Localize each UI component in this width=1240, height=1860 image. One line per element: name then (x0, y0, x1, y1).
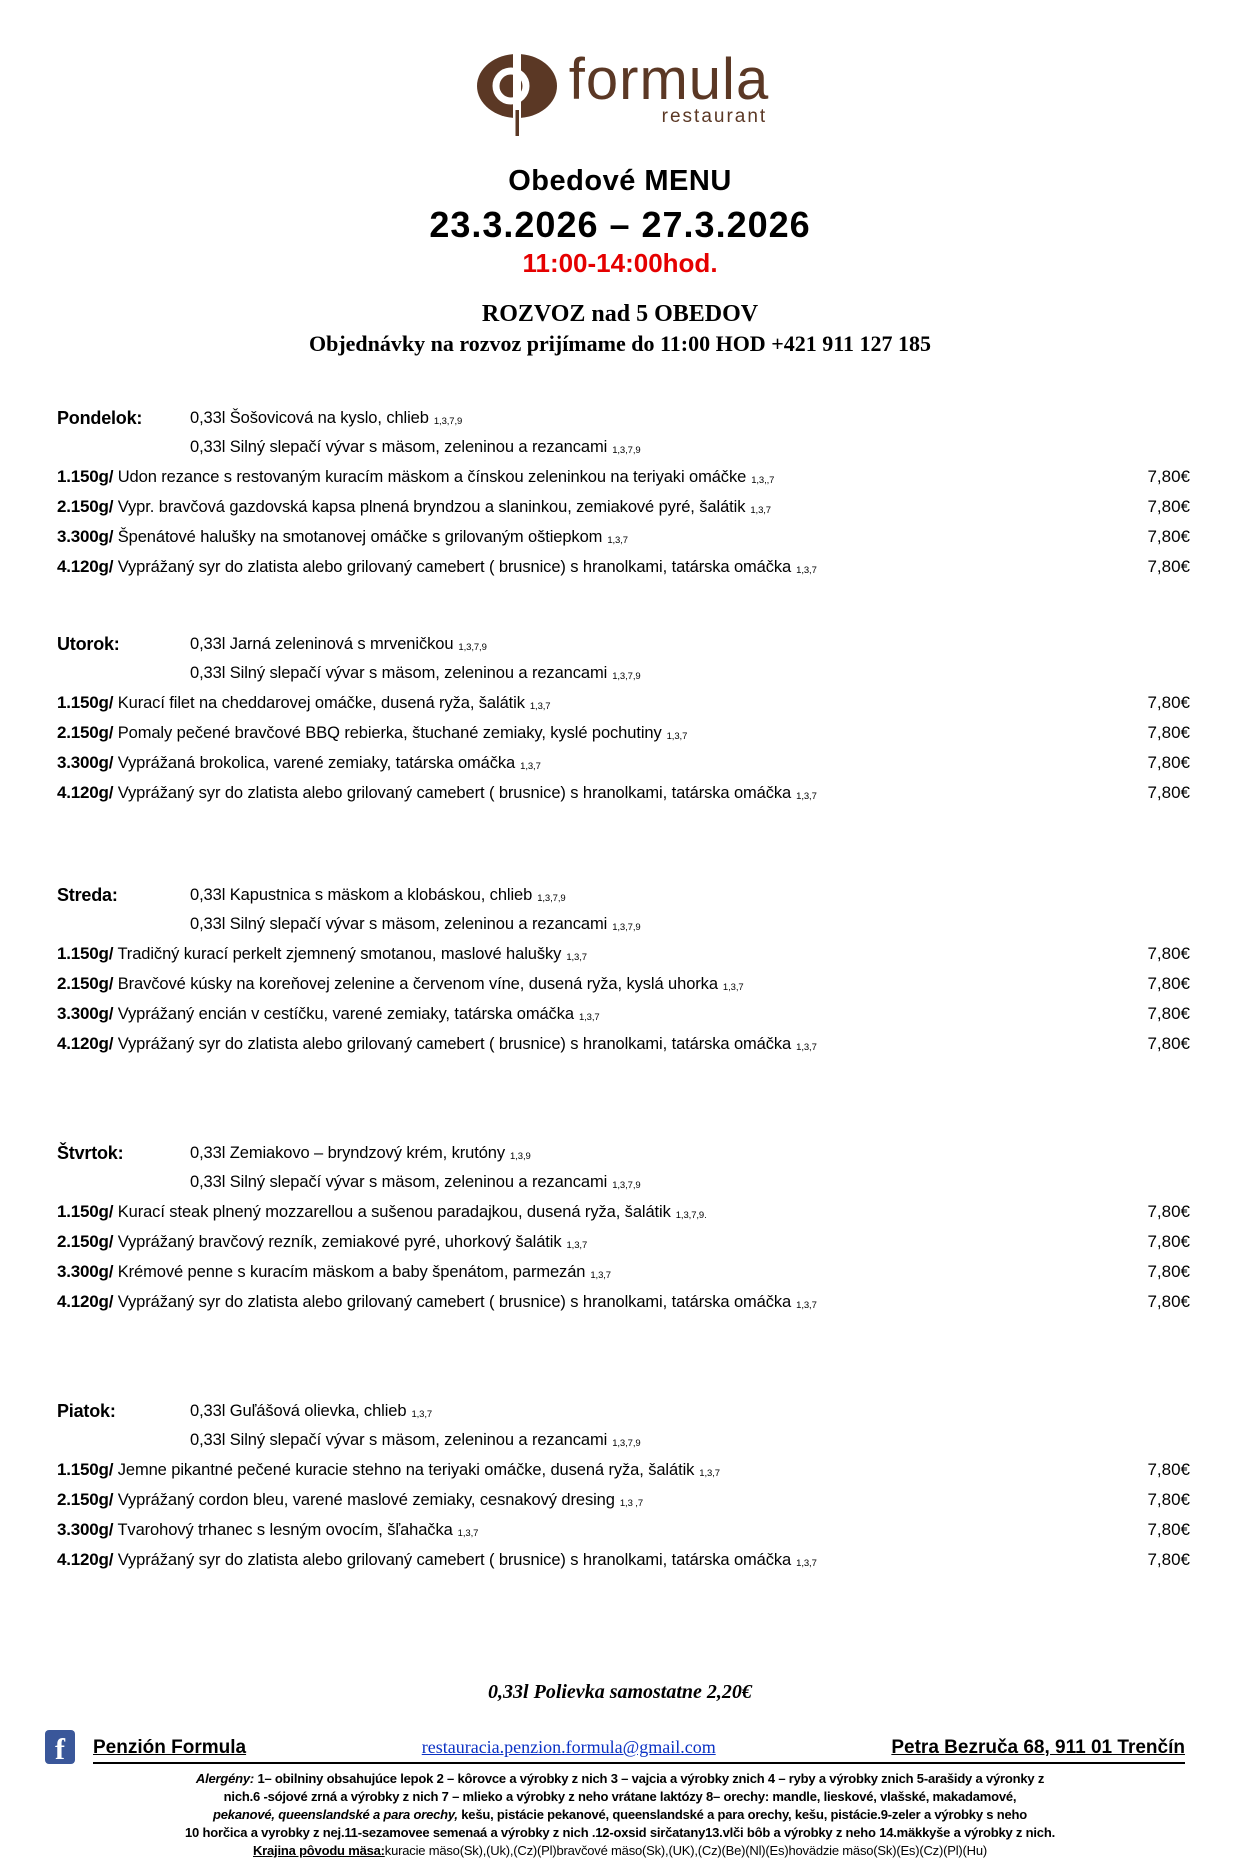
menu-days (57, 405, 1190, 1576)
item-number: 1.150g/ (57, 944, 114, 963)
menu-item-row (57, 1288, 1190, 1318)
allergen-codes: 1,3,7 (750, 505, 771, 516)
item-text: Vypr. bravčová gazdovská kapsa plnená bryndzou a slaninkou, zemiakové pyré, šalátik (117, 498, 746, 516)
item-text: Kurací steak plnený mozzarellou a sušenou paradajkou, dusená ryža, šalátik (117, 1203, 671, 1221)
contact-band (45, 1730, 1185, 1764)
allergen-codes: 1,3,7 (796, 565, 817, 576)
day-section (57, 405, 1190, 583)
item-text: Tradičný kurací perkelt zjemnený smotanou, maslové halušky (117, 945, 562, 963)
item-price: 7,80€ (1147, 1490, 1190, 1509)
item-number: 2.150g/ (57, 974, 114, 993)
item-number: 3.300g/ (57, 1004, 114, 1023)
item-number: 4.120g/ (57, 1550, 114, 1569)
soup-row (57, 1140, 1030, 1169)
item-price: 7,80€ (1147, 467, 1190, 486)
allergen-codes: 1,3,7 (411, 1409, 433, 1420)
soup-2: 0,33l Silný slepačí vývar s mäsom, zeleninou a rezancami 1,3,7,9 (190, 664, 641, 682)
allergen-codes: 1,3,7,9 (612, 1180, 641, 1191)
soup-2: 0,33l Silný slepačí vývar s mäsom, zeleninou a rezancami 1,3,7,9 (190, 1173, 641, 1191)
item-price: 7,80€ (1147, 1034, 1190, 1053)
item-text: Pomaly pečené bravčové BBQ rebierka, štuchané zemiaky, kyslé pochutiny (117, 724, 662, 742)
menu-item-row (57, 749, 1190, 779)
item-number: 4.120g/ (57, 1292, 114, 1311)
soup-row (57, 882, 1030, 911)
allergen-codes: 1,3,7 (566, 952, 587, 963)
day-section (57, 631, 1190, 809)
facebook-icon[interactable]: f (45, 1730, 75, 1764)
item-text: Kurací filet na cheddarovej omáčke, dusená ryža, šalátik (117, 694, 525, 712)
soup-1: 0,33l Kapustnica s mäskom a klobáskou, chlieb 1,3,7,9 (190, 886, 566, 904)
item-text: Vyprážaný cordon bleu, varené maslové zemiaky, cesnakový dresing (117, 1491, 615, 1509)
menu-item-row (57, 493, 1190, 523)
item-price: 7,80€ (1147, 723, 1190, 742)
soup-1: 0,33l Šošovicová na kyslo, chlieb 1,3,7,9 (190, 409, 463, 427)
item-number: 2.150g/ (57, 723, 114, 742)
allergen-codes: 1,3,7 (796, 1042, 817, 1053)
soup-1: 0,33l Guľášová olievka, chlieb 1,3,7 (190, 1402, 433, 1420)
item-price: 7,80€ (1147, 1460, 1190, 1479)
address: Petra Bezruča 68, 911 01 Trenčín (891, 1737, 1185, 1758)
item-price: 7,80€ (1147, 1550, 1190, 1569)
item-number: 1.150g/ (57, 1202, 114, 1221)
allergen-codes: 1,3,9 (510, 1151, 531, 1162)
menu-item-row (57, 553, 1190, 583)
delivery-title: ROZVOZ nad 5 OBEDOV (481, 301, 759, 327)
allergens-line-3: pekanové, queenslandské a para orechy, kešu, pistácie pekanové, queenslandské a para orechy, kešu, pistácie.9-zeler a výrobky s neho (213, 1807, 1027, 1822)
menu-item-row (57, 1486, 1190, 1516)
item-number: 3.300g/ (57, 753, 114, 772)
allergen-codes: 1,3,7 (796, 791, 817, 802)
item-price: 7,80€ (1147, 783, 1190, 802)
day-section (57, 1398, 1190, 1576)
allergen-codes: 1,3,7,9 (612, 445, 641, 456)
menu-item-row (57, 940, 1190, 970)
item-number: 4.120g/ (57, 783, 114, 802)
item-number: 2.150g/ (57, 1232, 114, 1251)
item-text: Vyprážaný syr do zlatista alebo grilovaný camebert ( brusnice) s hranolkami, tatárska omáčka (117, 1035, 792, 1053)
allergen-codes: 1,3,7,9 (458, 642, 487, 653)
item-number: 2.150g/ (57, 497, 114, 516)
soup-row (57, 911, 1030, 940)
item-text: Udon rezance s restovaným kuracím mäskom a čínskou zeleninkou na teriyaki omáčke (117, 468, 747, 486)
item-text: Vyprážaný syr do zlatista alebo grilovaný camebert ( brusnice) s hranolkami, tatárska omáčka (117, 1293, 792, 1311)
allergens-text (60, 1770, 1180, 1842)
day-section (57, 882, 1190, 1060)
day-name: Štvrtok: (57, 1143, 124, 1163)
item-text: Vyprážaný syr do zlatista alebo grilovaný camebert ( brusnice) s hranolkami, tatárska omáčka (117, 784, 792, 802)
allergen-codes: 1,3,7 (578, 1012, 600, 1023)
meat-origin-line (0, 1842, 1240, 1860)
soup-row (57, 1169, 1030, 1198)
allergen-codes: 1,3,7 (722, 982, 744, 993)
menu-item-row (57, 1198, 1190, 1228)
item-price: 7,80€ (1147, 1292, 1190, 1311)
allergen-codes: 1,3,7 (699, 1468, 720, 1479)
soup-row (57, 1398, 1030, 1427)
origin-text: kuracie mäso(Sk),(Uk),(Cz)(Pl)bravčové mäso(Sk),(UK),(Cz)(Be)(Nl)(Es)hovädzie mäso(Sk)(Es)(Cz)(Pl)(Hu) (384, 1843, 987, 1858)
order-info: Objednávky na rozvoz prijímame do 11:00 HOD +421 911 127 185 (308, 331, 932, 356)
item-price: 7,80€ (1147, 1232, 1190, 1251)
contact-row (93, 1737, 1185, 1764)
restaurant-logo (471, 47, 770, 142)
allergen-codes: 1,3,7,9 (433, 416, 463, 427)
allergen-codes: 1,3,7 (529, 701, 551, 712)
menu-item-row (57, 1546, 1190, 1576)
soup-row (57, 1427, 1030, 1456)
day-section (57, 1140, 1190, 1318)
item-number: 1.150g/ (57, 693, 114, 712)
item-text: Bravčové kúsky na koreňovej zelenine a červenom víne, dusená ryža, kyslá uhorka (117, 975, 718, 993)
origin-label: Krajina pôvodu mäsa: (252, 1843, 385, 1858)
allergen-codes: 1,3,7 (457, 1528, 479, 1539)
soup-1: 0,33l Jarná zeleninová s mrveničkou 1,3,7,9 (190, 635, 487, 653)
allergen-codes: 1,3,7,9 (612, 922, 641, 933)
item-text: Tvarohový trhanec s lesným ovocím, šľahačka (117, 1521, 453, 1539)
item-text: Vyprážaný encián v cestíčku, varené zemiaky, tatárska omáčka (117, 1005, 574, 1023)
item-text: Vyprážaný syr do zlatista alebo grilovaný camebert ( brusnice) s hranolkami, tatárska omáčka (117, 1551, 792, 1569)
allergen-codes: 1,3,7,9. (675, 1210, 707, 1221)
soup-row (57, 631, 1030, 660)
allergens-line-4: 10 horčica a vyrobky z nej.11-sezamovee semenaá a výrobky z nich .12-oxsid sirčatany13.vlči bôb a výrobky z neho 14.mäkkyše a výrobky z nich. (185, 1825, 1055, 1840)
soup-note: 0,33l Polievka samostatne 2,20€ (488, 1681, 752, 1703)
item-number: 1.150g/ (57, 1460, 114, 1479)
item-price: 7,80€ (1147, 693, 1190, 712)
allergen-codes: 1,3,,7 (751, 475, 775, 486)
logo-brand-text: formula (568, 47, 770, 112)
menu-item-row (57, 779, 1190, 809)
item-text: Vyprážaný syr do zlatista alebo grilovaný camebert ( brusnice) s hranolkami, tatárska omáčka (117, 558, 792, 576)
day-name: Streda: (57, 885, 118, 905)
day-name: Piatok: (57, 1401, 116, 1421)
menu-item-row (57, 689, 1190, 719)
allergen-codes: 1,3,7 (590, 1270, 611, 1281)
menu-item-row (57, 1228, 1190, 1258)
allergen-codes: 1,3,7 (520, 761, 541, 772)
menu-item-row (57, 1000, 1190, 1030)
item-price: 7,80€ (1147, 557, 1190, 576)
soup-2: 0,33l Silný slepačí vývar s mäsom, zeleninou a rezancami 1,3,7,9 (190, 915, 641, 933)
menu-item-row (57, 523, 1190, 553)
allergen-codes: 1,3,7 (796, 1300, 817, 1311)
soup-row (57, 434, 1030, 463)
item-price: 7,80€ (1147, 944, 1190, 963)
pension-name: Penzión Formula (93, 1737, 247, 1758)
soup-row (57, 660, 1030, 689)
day-name: Pondelok: (57, 408, 143, 428)
item-text: Vyprážaný bravčový rezník, zemiakové pyré, uhorkový šalátik (117, 1233, 562, 1251)
soup-1: 0,33l Zemiakovo – bryndzový krém, krutóny 1,3,9 (190, 1144, 531, 1162)
menu-item-row (57, 1258, 1190, 1288)
allergen-codes: 1,3,7,9 (612, 671, 641, 682)
menu-item-row (57, 1516, 1190, 1546)
page-title: Obedové MENU (508, 165, 732, 197)
allergen-codes: 1,3,7 (796, 1558, 817, 1569)
email-link[interactable]: restauracia.penzion.formula@gmail.com (421, 1737, 716, 1757)
date-range: 23.3.2026 – 27.3.2026 (429, 204, 811, 245)
menu-item-row (57, 970, 1190, 1000)
item-price: 7,80€ (1147, 527, 1190, 546)
item-price: 7,80€ (1147, 1262, 1190, 1281)
item-text: Jemne pikantné pečené kuracie stehno na teriyaki omáčke, dusená ryža, šalátik (117, 1461, 695, 1479)
item-text: Krémové penne s kuracím mäskom a baby špenátom, parmezán (117, 1263, 586, 1281)
allergens-line-2: nich.6 -sójové zrná a výrobky z nich 7 – mlieko a výrobky z neho vrátane laktózy 8– orechy: mandle, lieskové, vlašské, makadamové, (223, 1789, 1017, 1804)
soup-row (57, 405, 1030, 434)
menu-item-row (57, 463, 1190, 493)
item-price: 7,80€ (1147, 974, 1190, 993)
opening-hours: 11:00-14:00hod. (522, 248, 718, 278)
menu-item-row (57, 1030, 1190, 1060)
item-price: 7,80€ (1147, 1202, 1190, 1221)
allergen-codes: 1,3 ,7 (619, 1498, 644, 1509)
item-number: 1.150g/ (57, 467, 114, 486)
formula-logo-icon (471, 50, 563, 142)
menu-item-row (57, 1456, 1190, 1486)
soup-2: 0,33l Silný slepačí vývar s mäsom, zeleninou a rezancami 1,3,7,9 (190, 1431, 641, 1449)
logo-sub-text: restaurant (661, 106, 768, 127)
item-price: 7,80€ (1147, 497, 1190, 516)
item-text: Vyprážaná brokolica, varené zemiaky, tatárska omáčka (117, 754, 516, 772)
item-price: 7,80€ (1147, 1520, 1190, 1539)
item-text: Špenátové halušky na smotanovej omáčke s grilovaným oštiepkom (117, 528, 603, 546)
allergen-codes: 1,3,7,9 (612, 1438, 641, 1449)
item-number: 2.150g/ (57, 1490, 114, 1509)
allergens-line-1: Alergény: 1– obilniny obsahujúce lepok 2 – kôrovce a výrobky z nich 3 – vajcia a výrobky znich 4 – ryby a výrobky znich 5-arašidy a výronky z (195, 1771, 1045, 1786)
allergen-codes: 1,3,7 (566, 1240, 588, 1251)
menu-item-row (57, 719, 1190, 749)
item-price: 7,80€ (1147, 1004, 1190, 1023)
item-number: 4.120g/ (57, 557, 114, 576)
day-name: Utorok: (57, 634, 120, 654)
header (0, 0, 1240, 357)
item-number: 3.300g/ (57, 527, 114, 546)
allergen-codes: 1,3,7,9 (537, 893, 566, 904)
item-number: 4.120g/ (57, 1034, 114, 1053)
allergens-label: Alergény: (195, 1771, 255, 1786)
allergen-codes: 1,3,7 (607, 535, 628, 546)
item-price: 7,80€ (1147, 753, 1190, 772)
item-number: 3.300g/ (57, 1262, 114, 1281)
allergen-codes: 1,3,7 (666, 731, 688, 742)
item-number: 3.300g/ (57, 1520, 114, 1539)
soup-2: 0,33l Silný slepačí vývar s mäsom, zeleninou a rezancami 1,3,7,9 (190, 438, 641, 456)
